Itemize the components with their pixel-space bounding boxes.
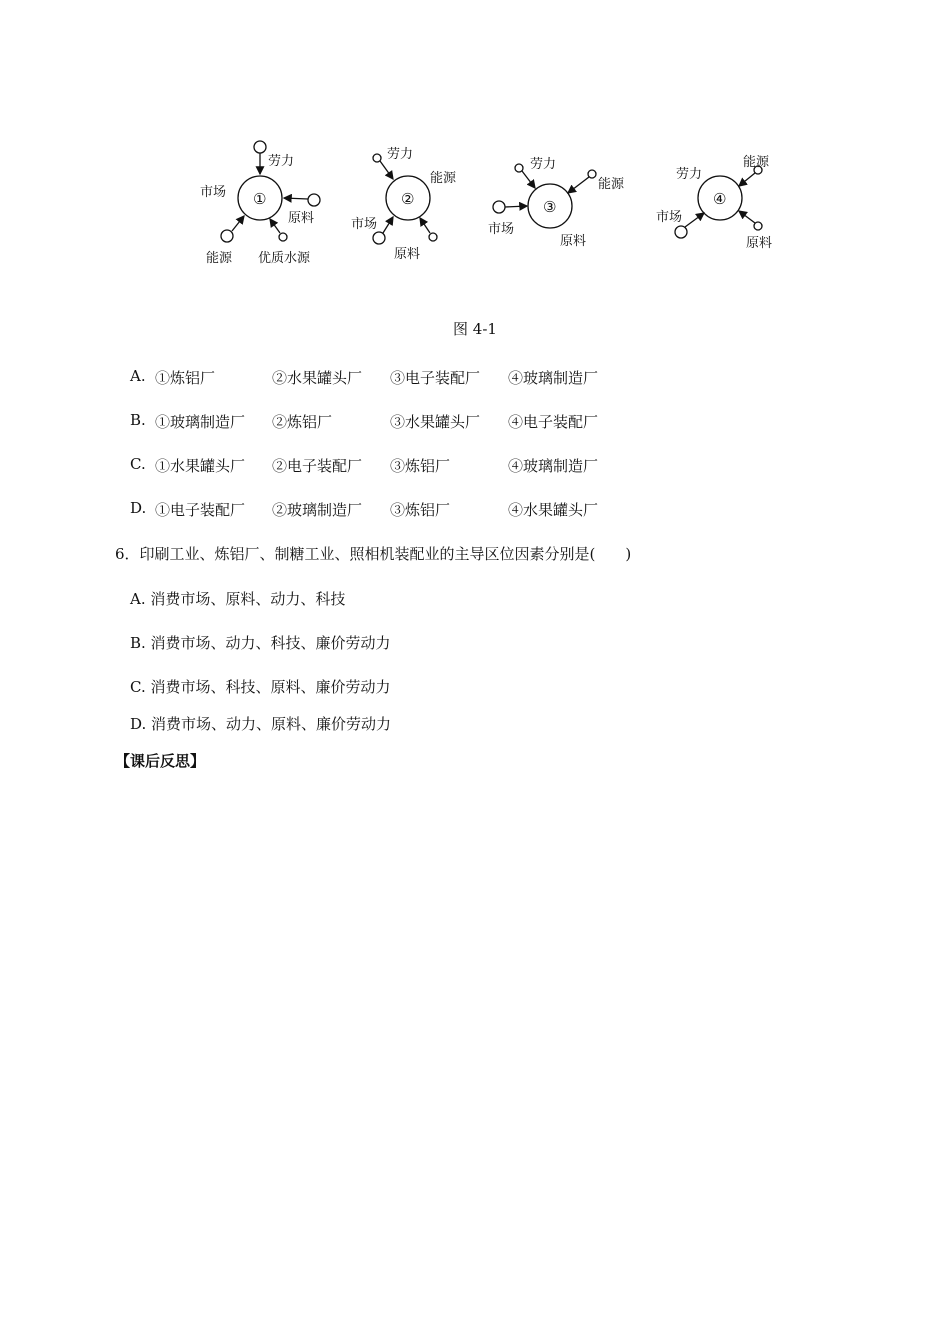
option-item: ②玻璃制造厂 bbox=[272, 501, 363, 519]
option-item: ①水果罐头厂 bbox=[155, 457, 246, 475]
diagram-1-label-energy: 能源 bbox=[206, 251, 233, 266]
option-item: ①炼铝厂 bbox=[155, 369, 216, 387]
option-item: ④玻璃制造厂 bbox=[508, 369, 599, 387]
option-item: ③炼铝厂 bbox=[390, 457, 451, 475]
diagram-2-label-market: 市场 bbox=[351, 217, 378, 232]
option-letter: B. bbox=[130, 411, 146, 429]
diagram-1-label-labor: 劳力 bbox=[268, 154, 295, 169]
option-letter: C. bbox=[130, 455, 146, 473]
diagram-2-label-energy: 能源 bbox=[430, 171, 457, 186]
diagram-4-label-market: 市场 bbox=[656, 210, 683, 225]
option-item: ④玻璃制造厂 bbox=[508, 457, 599, 475]
diagram-1-label-water: 优质水源 bbox=[258, 251, 311, 266]
diagram-4-label-labor: 劳力 bbox=[676, 167, 703, 182]
option-item: ①玻璃制造厂 bbox=[155, 413, 246, 431]
diagram-3-number: ③ bbox=[543, 198, 557, 216]
diagram-2-number: ② bbox=[401, 190, 415, 208]
option-item: ②水果罐头厂 bbox=[272, 369, 363, 387]
diagram-4-number: ④ bbox=[713, 190, 727, 208]
figure-caption: 图 4-1 bbox=[453, 320, 497, 338]
q6-option-a: A. 消费市场、原料、动力、科技 bbox=[130, 590, 346, 608]
option-item: ①电子装配厂 bbox=[155, 501, 246, 519]
diagram-1-label-market: 市场 bbox=[200, 185, 227, 200]
option-item: ②炼铝厂 bbox=[272, 413, 333, 431]
diagram-3-label-energy: 能源 bbox=[598, 177, 625, 192]
option-item: ③水果罐头厂 bbox=[390, 413, 481, 431]
diagram-4-label-energy: 能源 bbox=[743, 155, 770, 170]
option-item: ④水果罐头厂 bbox=[508, 501, 599, 519]
diagram-1-number: ① bbox=[253, 190, 267, 208]
reflection-heading: 【课后反思】 bbox=[115, 752, 206, 770]
option-item: ②电子装配厂 bbox=[272, 457, 363, 475]
q6-option-c: C. 消费市场、科技、原料、廉价劳动力 bbox=[130, 678, 391, 696]
diagram-3-label-market: 市场 bbox=[488, 222, 515, 237]
option-letter: A. bbox=[130, 367, 146, 385]
diagram-1-label-material: 原料 bbox=[288, 211, 315, 226]
option-letter: D. bbox=[130, 499, 147, 517]
q6-option-d: D. 消费市场、动力、原料、廉价劳动力 bbox=[130, 715, 392, 733]
diagram-3-label-labor: 劳力 bbox=[530, 157, 557, 172]
option-item: ③电子装配厂 bbox=[390, 369, 481, 387]
location-factor-diagrams bbox=[190, 130, 790, 270]
q6-question: 6．印刷工业、炼铝厂、制糖工业、照相机装配业的主导区位因素分别是( ) bbox=[115, 545, 632, 563]
diagram-2-label-labor: 劳力 bbox=[387, 147, 414, 162]
diagram-3-label-material: 原料 bbox=[560, 234, 587, 249]
diagram-3 bbox=[493, 164, 596, 228]
diagram-2-label-material: 原料 bbox=[394, 247, 421, 262]
diagram-4-label-material: 原料 bbox=[746, 236, 773, 251]
option-item: ④电子装配厂 bbox=[508, 413, 599, 431]
option-item: ③炼铝厂 bbox=[390, 501, 451, 519]
q6-option-b: B. 消费市场、动力、科技、廉价劳动力 bbox=[130, 634, 391, 652]
